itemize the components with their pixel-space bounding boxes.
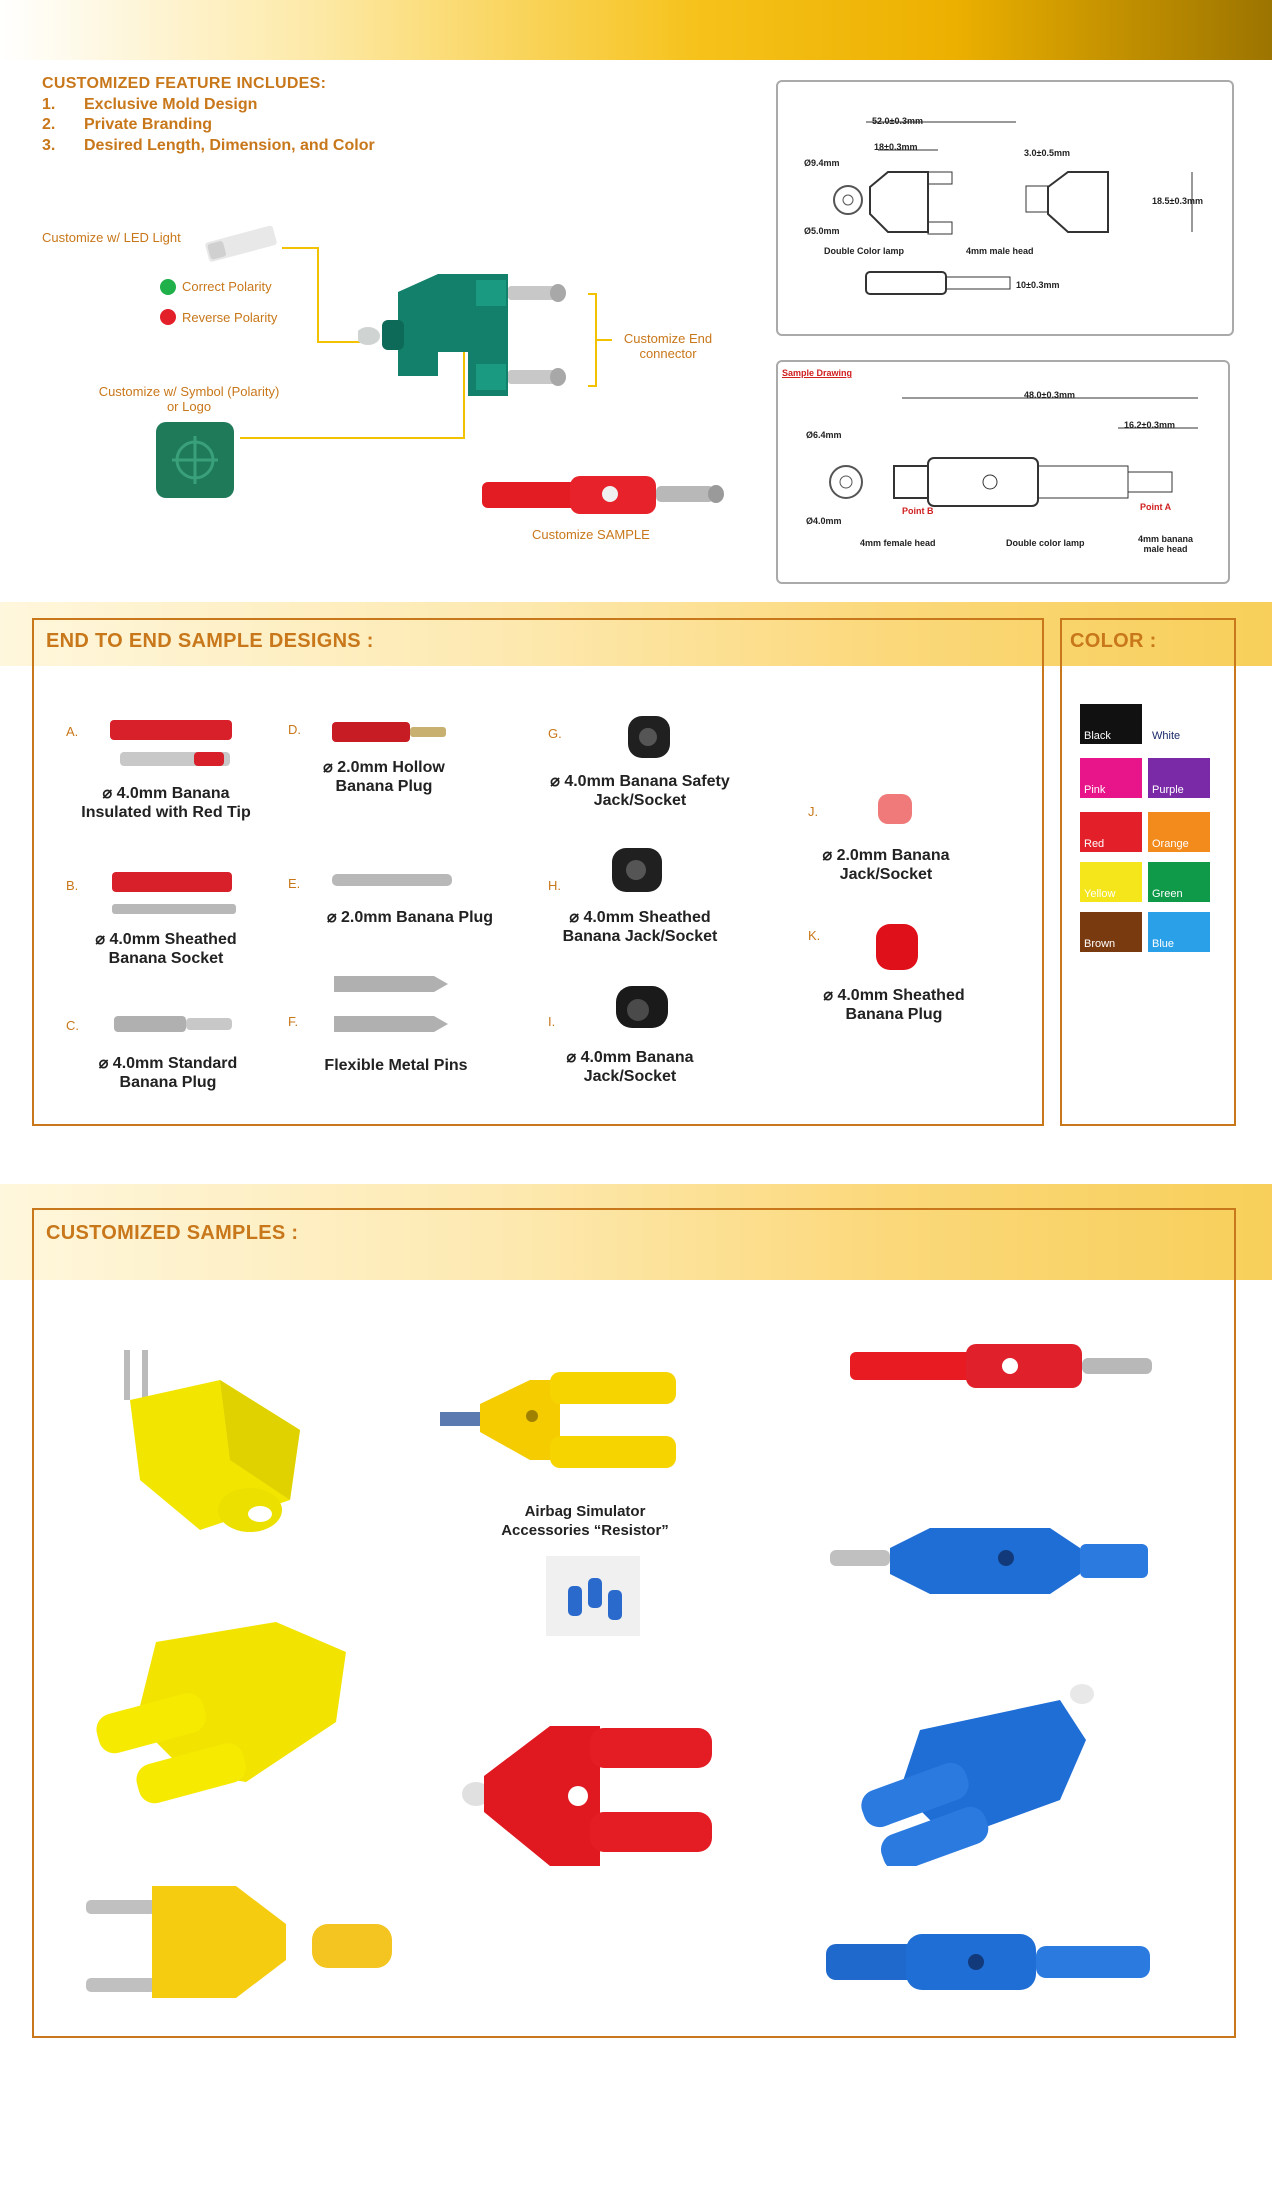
drawing-2-title: Sample Drawing	[782, 368, 853, 378]
label-lamp: Double Color lamp	[824, 246, 905, 256]
label-lamp-2: Double color lamp	[1006, 538, 1085, 548]
label-male-line1: 4mm banana	[1138, 534, 1194, 544]
design-b-image	[110, 868, 238, 924]
caption-line2: Insulated with Red Tip	[81, 804, 251, 821]
green-connector-image	[358, 272, 580, 402]
blue-double-plug-image	[860, 1680, 1100, 1866]
color-swatch-label: Brown	[1084, 938, 1116, 950]
resistor-image	[546, 1556, 640, 1636]
design-letter-a: A.	[66, 724, 79, 739]
caption-line1: ⌀ 4.0mm Banana	[566, 1049, 694, 1066]
caption-line2: Jack/Socket	[583, 1068, 677, 1085]
design-d-caption	[284, 758, 484, 796]
design-f-image	[334, 972, 450, 1040]
design-a-image	[110, 716, 238, 774]
dim-h: 18.5±0.3mm	[1152, 196, 1203, 206]
design-letter-h: H.	[548, 878, 561, 893]
features-title: CUSTOMIZED FEATURE INCLUDES:	[42, 75, 327, 92]
swatch-grid	[1080, 704, 1216, 952]
caption-line1: ⌀ 4.0mm Sheathed	[569, 909, 711, 926]
caption-line2: Banana Plug	[845, 1006, 943, 1023]
feature-number: 2.	[42, 116, 56, 133]
blue-long-plug-image	[826, 1930, 1154, 1994]
design-g-caption	[540, 772, 740, 810]
dim-d1: Ø9.4mm	[804, 158, 840, 168]
design-letter-i: I.	[548, 1014, 556, 1029]
design-k-caption	[794, 986, 994, 1024]
airbag-line2: Accessories “Resistor”	[501, 1522, 669, 1539]
red-plug-sample-image	[850, 1340, 1166, 1394]
design-letter-d: D.	[288, 722, 301, 737]
caption-line1: ⌀ 4.0mm Sheathed	[95, 931, 237, 948]
label-male: 4mm male head	[966, 246, 1034, 256]
design-i-caption	[530, 1048, 730, 1086]
end-connector-line1: Customize End	[623, 331, 713, 346]
point-a: Point A	[1140, 502, 1172, 512]
reverse-polarity-label: Reverse Polarity	[182, 310, 278, 325]
design-i-image	[612, 980, 674, 1036]
customize-sample-label: Customize SAMPLE	[532, 527, 650, 542]
caption-line2: Jack/Socket	[593, 792, 687, 809]
symbol-line1: Customize w/ Symbol (Polarity)	[98, 384, 280, 399]
feature-number: 1.	[42, 96, 56, 113]
end-connector-label	[618, 331, 718, 361]
caption-line1: ⌀ 2.0mm Banana Plug	[326, 909, 494, 926]
color-swatch-label: Black	[1084, 730, 1111, 742]
design-b-caption	[66, 930, 266, 968]
feature-label: Exclusive Mold Design	[84, 96, 258, 113]
airbag-line1: Airbag Simulator	[524, 1503, 646, 1520]
design-k-image	[872, 914, 924, 976]
design-letter-j: J.	[808, 804, 819, 819]
color-swatch-green	[1148, 862, 1210, 902]
design-letter-f: F.	[288, 1014, 299, 1029]
caption-line2: Banana Plug	[335, 778, 433, 795]
caption-line1: ⌀ 4.0mm Banana Safety	[550, 773, 730, 790]
yellow-block-image	[110, 1350, 310, 1550]
design-letter-b: B.	[66, 878, 79, 893]
dim-d2-2: Ø4.0mm	[806, 516, 842, 526]
red-split-plug-image	[460, 1716, 722, 1876]
yellow-double-plug-image	[96, 1612, 356, 1812]
dim-total-2: 48.0±0.3mm	[1024, 390, 1075, 400]
color-swatch-label: Yellow	[1084, 888, 1116, 900]
design-g-image	[622, 710, 676, 764]
design-f-caption	[306, 1056, 486, 1075]
drawing-1-lines	[778, 82, 1236, 338]
feature-label: Private Branding	[84, 116, 213, 133]
color-swatch-label: Purple	[1152, 784, 1184, 796]
dim-b: 3.0±0.5mm	[1024, 148, 1070, 158]
airbag-caption	[470, 1502, 700, 1540]
caption-line2: Jack/Socket	[839, 866, 933, 883]
design-letter-c: C.	[66, 1018, 79, 1033]
dim-len: 10±0.3mm	[1016, 280, 1060, 290]
feature-number: 3.	[42, 137, 56, 154]
yellow-split-plug-image	[440, 1360, 686, 1480]
design-letter-g: G.	[548, 726, 562, 741]
point-b: Point B	[902, 506, 934, 516]
correct-polarity-label: Correct Polarity	[182, 279, 272, 294]
label-male-2	[1138, 534, 1193, 554]
caption-line1: ⌀ 4.0mm Banana	[102, 785, 230, 802]
dim-d1-2: Ø6.4mm	[806, 430, 842, 440]
symbol-line2: or Logo	[166, 399, 212, 414]
caption-line1: ⌀ 2.0mm Hollow	[323, 759, 445, 776]
led-label: Customize w/ LED Light	[42, 230, 181, 245]
color-swatch-red	[1080, 812, 1142, 852]
design-j-caption	[786, 846, 986, 884]
design-e-caption	[320, 908, 500, 927]
caption-line1: Flexible Metal Pins	[324, 1057, 468, 1074]
design-j-image	[874, 790, 918, 830]
color-swatch-pink	[1080, 758, 1142, 798]
dim-total: 52.0±0.3mm	[872, 116, 923, 126]
color-swatch-label: White	[1152, 730, 1181, 742]
color-swatch-label: Blue	[1152, 938, 1175, 950]
design-d-image	[332, 718, 452, 748]
caption-line1: ⌀ 4.0mm Standard	[98, 1055, 238, 1072]
caption-line2: Banana Plug	[119, 1074, 217, 1091]
caption-line2: Banana Jack/Socket	[562, 928, 718, 945]
color-swatch-orange	[1148, 812, 1210, 852]
design-letter-k: K.	[808, 928, 821, 943]
dim-a-2: 16.2±0.3mm	[1124, 420, 1175, 430]
caption-line1: ⌀ 2.0mm Banana	[822, 847, 950, 864]
design-letter-e: E.	[288, 876, 301, 891]
dim-d2: Ø5.0mm	[804, 226, 840, 236]
color-swatch-label: Pink	[1084, 784, 1106, 796]
label-male-line2: male head	[1143, 544, 1188, 554]
color-title: COLOR :	[1070, 630, 1157, 652]
dim-a: 18±0.3mm	[874, 142, 918, 152]
design-e-image	[330, 868, 458, 894]
yellow-y-plug-image	[86, 1886, 400, 2006]
design-h-caption	[540, 908, 740, 946]
caption-line2: Banana Socket	[108, 950, 224, 967]
color-swatch-label: Red	[1084, 838, 1105, 850]
color-swatches	[1080, 704, 1216, 952]
design-a-caption	[66, 784, 266, 822]
color-swatch-label: Orange	[1152, 838, 1189, 850]
designs-title: END TO END SAMPLE DESIGNS :	[46, 630, 374, 652]
samples-title: CUSTOMIZED SAMPLES :	[46, 1222, 299, 1244]
color-swatch-purple	[1148, 758, 1210, 798]
design-h-image	[606, 844, 670, 898]
technical-drawing-1	[776, 80, 1234, 336]
design-c-caption	[68, 1054, 268, 1092]
end-connector-line2: connector	[639, 346, 697, 361]
symbol-logo-image	[154, 420, 236, 500]
color-swatch-white	[1148, 704, 1210, 744]
red-sample-plug-image	[480, 470, 730, 522]
design-c-image	[110, 1010, 238, 1040]
symbol-label	[84, 384, 294, 414]
blue-plug-sample-image	[830, 1518, 1150, 1602]
color-swatch-yellow	[1080, 862, 1142, 902]
color-swatch-label: Green	[1152, 888, 1183, 900]
color-swatch-black	[1080, 704, 1142, 744]
feature-label: Desired Length, Dimension, and Color	[84, 137, 375, 154]
color-swatch-brown	[1080, 912, 1142, 952]
technical-drawing-2	[776, 360, 1230, 584]
caption-line1: ⌀ 4.0mm Sheathed	[823, 987, 965, 1004]
label-female: 4mm female head	[860, 538, 936, 548]
color-swatch-blue	[1148, 912, 1210, 952]
